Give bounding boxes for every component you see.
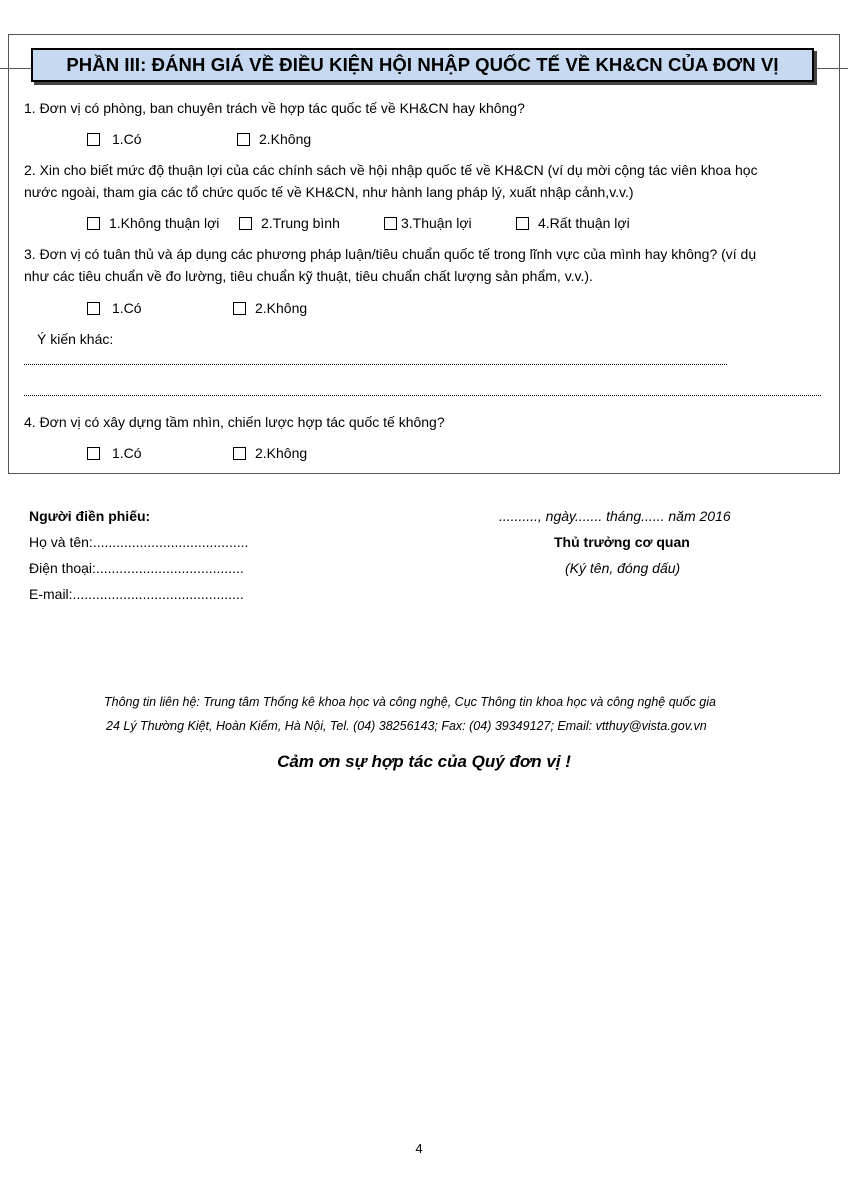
q3-option-no[interactable] [233,299,307,317]
q2-option-3[interactable] [384,214,472,232]
page-number: 4 [415,1141,423,1156]
checkbox[interactable] [87,133,100,146]
q2-option-2[interactable] [239,214,340,232]
checkbox[interactable] [384,217,397,230]
option-label: 4.Rất thuận lợi [538,215,630,231]
question-2-line-2: nước ngoài, tham gia các tổ chức quốc tế về KH&CN, như hành lang pháp lý, xuất nhập cảnh,v.v.) [24,184,634,200]
option-label: 2.Không [259,131,312,147]
signer-email-field[interactable]: E-mail:............................................ [29,586,244,602]
checkbox[interactable] [87,217,100,230]
checkbox[interactable] [239,217,252,230]
q1-option-no[interactable] [237,130,311,148]
question-3-line-1: 3. Đơn vị có tuân thủ và áp dụng các phương pháp luận/tiêu chuẩn quốc tế trong lĩnh vực của mình hay không? (ví dụ [24,246,757,262]
checkbox[interactable] [87,302,100,315]
option-label: 2.Không [255,300,308,316]
question-3-line-2: như các tiêu chuẩn về đo lường, tiêu chuẩn kỹ thuật, tiêu chuẩn chất lượng sản phẩm, v.v.). [24,268,593,284]
option-label: 1.Có [112,445,142,461]
q2-option-4[interactable] [516,214,630,232]
signer-name-field[interactable]: Họ và tên:........................................ [29,534,249,550]
option-label: 2.Không [255,445,308,461]
q2-option-1[interactable] [87,214,219,232]
question-2-line-1: 2. Xin cho biết mức độ thuận lợi của các chính sách về hội nhập quốc tế về KH&CN (ví dụ mời cộng tác viên khoa học [24,162,758,178]
option-label: 3.Thuận lợi [401,215,472,231]
other-opinion-line-1[interactable] [24,364,727,365]
checkbox[interactable] [233,447,246,460]
thank-you-note: Cảm ơn sự hợp tác của Quý đơn vị ! [277,752,571,771]
authority-title: Thủ trưởng cơ quan [554,534,690,550]
option-label: 2.Trung bình [261,215,340,231]
title-rule-right [814,68,848,69]
q1-option-yes[interactable] [87,130,142,148]
checkbox[interactable] [237,133,250,146]
option-label: 1.Có [112,131,142,147]
signer-heading: Người điền phiếu: [29,508,151,524]
contact-line-1: Thông tin liên hệ: Trung tâm Thống kê khoa học và công nghệ, Cục Thông tin khoa học và công nghệ quốc gia [104,695,716,709]
question-1-text: 1. Đơn vị có phòng, ban chuyên trách về hợp tác quốc tế về KH&CN hay không? [24,100,525,116]
signer-phone-field[interactable]: Điện thoại:...................................... [29,560,244,576]
title-rule-left [0,68,31,69]
checkbox[interactable] [87,447,100,460]
option-label: 1.Không thuận lợi [109,215,220,231]
q3-option-yes[interactable] [87,299,142,317]
contact-line-2: 24 Lý Thường Kiệt, Hoàn Kiếm, Hà Nội, Tel. (04) 38256143; Fax: (04) 39349127; Email: vtthuy@vista.gov.vn [106,719,707,733]
section-title: PHẦN III: ĐÁNH GIÁ VỀ ĐIỀU KIỆN HỘI NHẬP QUỐC TẾ VỀ KH&CN CỦA ĐƠN VỊ [31,48,814,82]
question-4-text: 4. Đơn vị có xây dựng tầm nhìn, chiến lược hợp tác quốc tế không? [24,414,445,430]
checkbox[interactable] [516,217,529,230]
q4-option-no[interactable] [233,444,307,462]
other-opinion-line-2[interactable] [24,395,821,396]
date-line: .........., ngày....... tháng...... năm 2016 [499,508,731,524]
other-opinion-label: Ý kiến khác: [37,331,114,347]
checkbox[interactable] [233,302,246,315]
option-label: 1.Có [112,300,142,316]
q4-option-yes[interactable] [87,444,142,462]
sign-note: (Ký tên, đóng dấu) [565,560,681,576]
